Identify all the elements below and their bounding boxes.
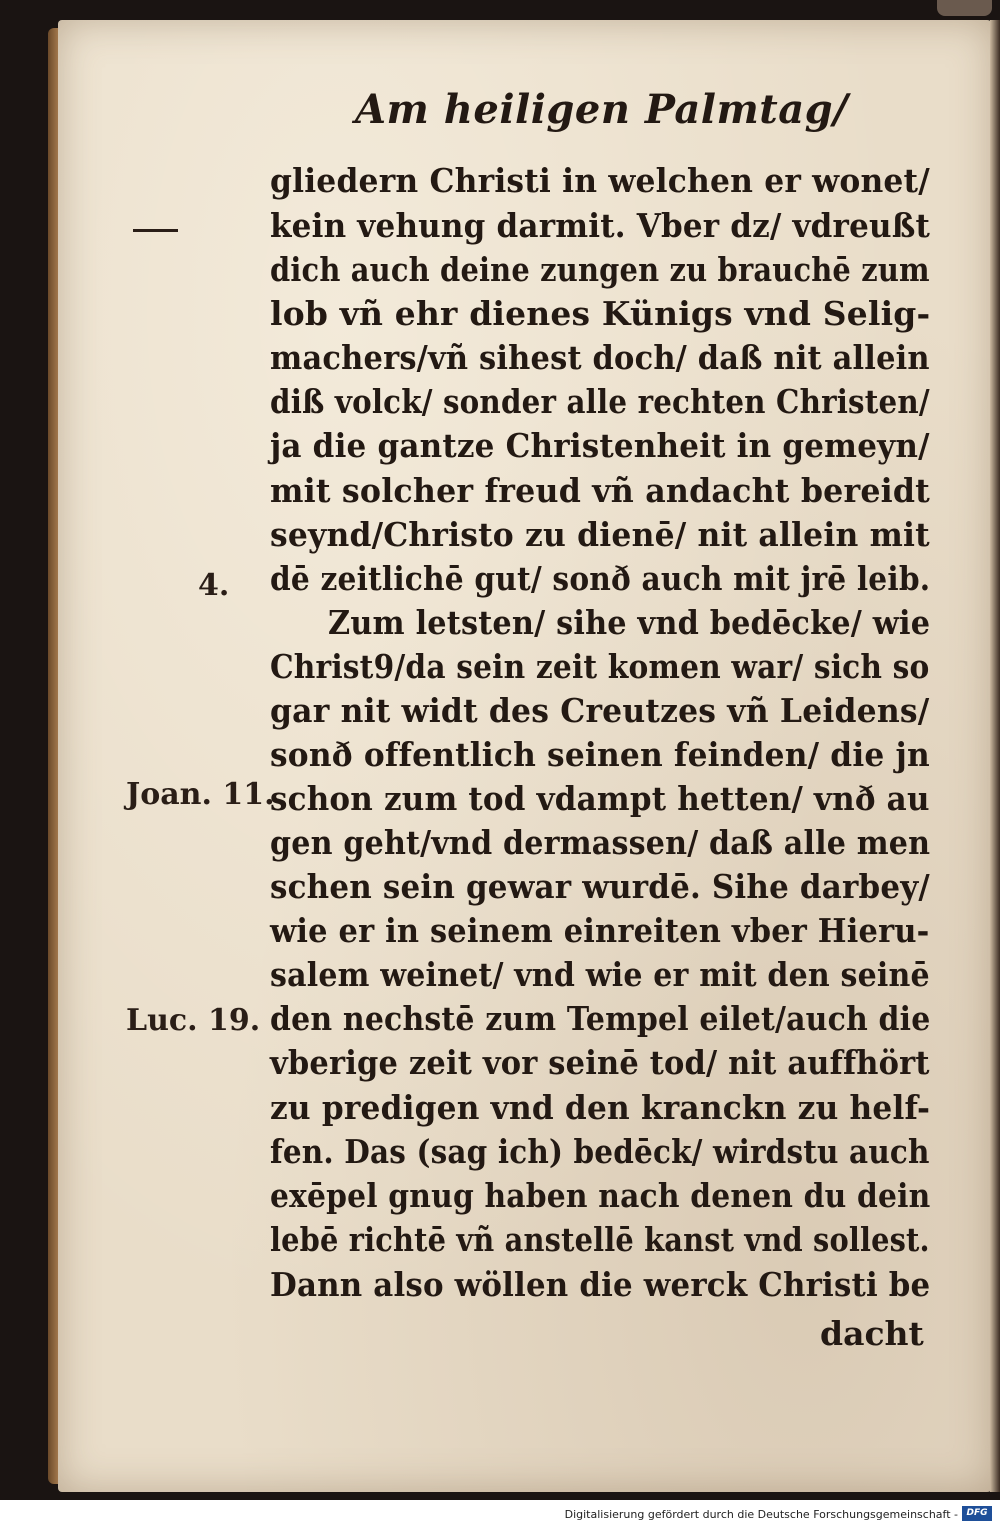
text-line: gliedern Christi in welchen er wonet/	[270, 161, 930, 200]
text-line: wie er in seinem einreiten vber Hieru-	[270, 911, 930, 950]
text-line: dē zeitlichē gut/ sonð auch mit jrē leib.	[270, 559, 931, 598]
digitization-footer	[0, 1500, 1000, 1528]
margin-dash	[133, 229, 178, 232]
text-line: kein vehung darmit. Vber dz/ vdreußt	[270, 206, 931, 245]
text-line: exēpel gnug haben nach denen du dein	[270, 1176, 931, 1215]
text-line: ja die gantze Christenheit in gemeyn/	[270, 426, 930, 465]
text-line: gar nit widt des Creutzes vñ Leidens/	[270, 691, 930, 730]
text-line: vberige zeit vor seinē tod/ nit auffhört	[270, 1043, 930, 1082]
margin-reference-luke: Luc. 19.	[126, 1003, 261, 1038]
text-line: seynd/Christo zu dienē/ nit allein mit	[270, 515, 930, 554]
text-line: gen geht/vnd dermassen/ daß alle men	[270, 823, 931, 862]
text-line: machers/vñ sihest doch/ daß nit allein	[270, 338, 930, 377]
text-line: mit solcher freud vñ andacht bereidt	[270, 471, 931, 510]
margin-section-number: 4.	[198, 568, 230, 603]
running-heading: Am heiligen Palmtag/	[355, 86, 849, 133]
text-line: diß volck/ sonder alle rechten Christen/	[270, 382, 930, 421]
margin-reference-john: Joan. 11.	[126, 777, 275, 812]
text-line: schon zum tod vdampt hetten/ vnð au	[270, 779, 930, 818]
text-line: fen. Das (sag ich) bedēck/ wirdstu auch	[270, 1132, 930, 1171]
catchword: dacht	[820, 1314, 924, 1353]
dfg-logo: DFG	[962, 1506, 992, 1521]
text-line: zu predigen vnd den kranckn zu helf-	[270, 1088, 931, 1127]
paragraph-first-line: Zum letsten/ sihe vnd bedēcke/ wie	[328, 603, 931, 642]
funding-credit: Digitalisierung gefördert durch die Deutsche Forschungsgemeinschaft -	[564, 1508, 958, 1521]
text-line: dich auch deine zungen zu brauchē zum	[270, 250, 930, 289]
text-line: sonð offentlich seinen feinden/ die jn	[270, 735, 930, 774]
text-line: Dann also wöllen die werck Christi be	[270, 1265, 931, 1304]
text-line: den nechstē zum Tempel eilet/auch die	[270, 999, 931, 1038]
text-line: lob vñ ehr dienes Künigs vnd Selig-	[270, 294, 931, 333]
text-line: salem weinet/ vnd wie er mit den seinē	[270, 955, 930, 994]
text-line: lebē richtē vñ anstellē kanst vnd sollest.	[270, 1220, 930, 1259]
text-line: schen sein gewar wurdē. Sihe darbey/	[270, 867, 930, 906]
text-line: Christ9/da sein zeit komen war/ sich so	[270, 647, 930, 686]
